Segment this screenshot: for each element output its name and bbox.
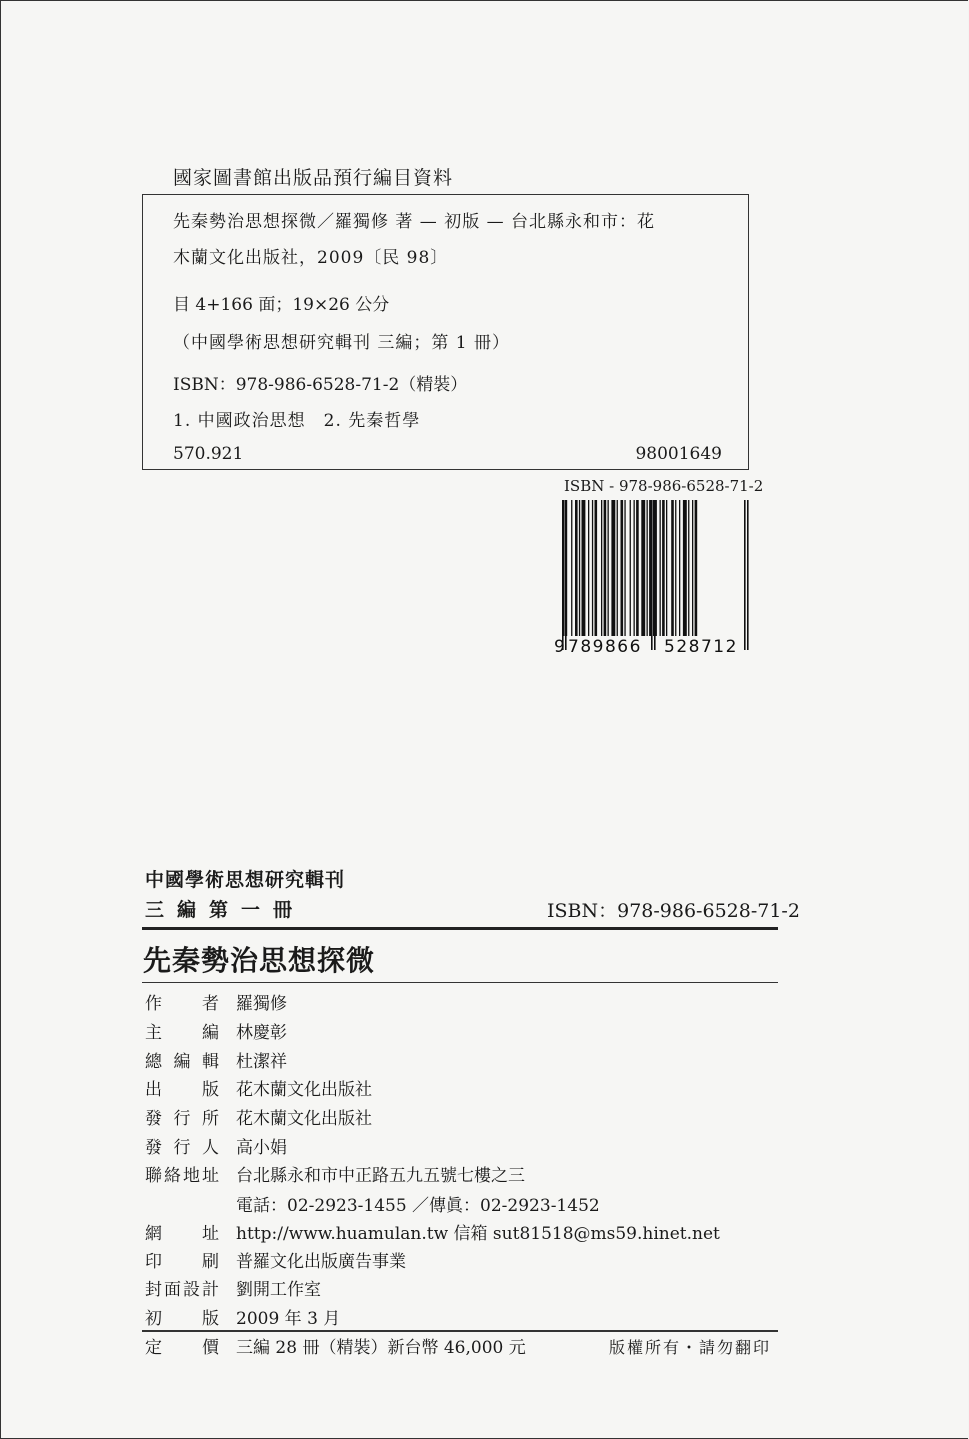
colophon-value: 花木蘭文化出版社 (236, 1109, 372, 1129)
colophon-key: 發 行 所 (145, 1109, 219, 1129)
colophon-key: 封 面 設 計 (145, 1280, 219, 1300)
cip-extent-line: 目 4+166 面；19×26 公分 (173, 295, 390, 315)
cip-classification: 570.921 (173, 444, 244, 464)
colophon-key: 聯 絡 地 址 (145, 1166, 219, 1186)
divider-thin (142, 982, 778, 983)
colophon-value: 台北縣永和市中正路五九五號七樓之三 (236, 1166, 525, 1186)
colophon-value: 劉開工作室 (236, 1280, 321, 1300)
series-title: 中國學術思想研究輯刊 (145, 869, 346, 891)
cip-publisher-line: 木蘭文化出版社，2009〔民 98〕 (173, 248, 449, 268)
colophon-key: 初 版 (145, 1309, 219, 1329)
rights-notice: 版權所有・請勿翻印 (609, 1338, 772, 1357)
colophon-key: 出 版 (145, 1080, 219, 1100)
colophon-key: 印 刷 (145, 1252, 219, 1272)
isbn-barcode (554, 498, 754, 658)
cip-catalog-number: 98001649 (635, 444, 722, 464)
colophon-value: 普羅文化出版廣告事業 (236, 1252, 406, 1272)
barcode-digits-left: 789866 (568, 637, 642, 657)
cip-series-line: （中國學術思想研究輯刊 三編；第 1 冊） (173, 333, 511, 353)
colophon-key: 發 行 人 (145, 1138, 219, 1158)
cip-title-line: 先秦勢治思想探微／羅獨修 著 — 初版 — 台北縣永和市：花 (173, 212, 656, 232)
colophon-value: 2009 年 3 月 (236, 1309, 341, 1329)
barcode-digit-first: 9 (554, 637, 565, 657)
divider-bottom (142, 1330, 778, 1332)
colophon-key: 定 價 (145, 1338, 219, 1358)
colophon-value: 林慶彰 (236, 1023, 287, 1043)
colophon-value: 杜潔祥 (236, 1052, 287, 1072)
book-title: 先秦勢治思想探微 (143, 944, 376, 977)
colophon-key: 作 者 (145, 994, 219, 1014)
colophon-key: 總 編 輯 (145, 1052, 219, 1072)
barcode-digits-right: 528712 (664, 637, 738, 657)
cip-subjects-line: 1. 中國政治思想 2. 先秦哲學 (173, 411, 421, 431)
series-volume: 三編第一冊 (145, 899, 306, 921)
colophon-value: 花木蘭文化出版社 (236, 1080, 372, 1100)
cip-record-box (142, 194, 749, 470)
cip-heading: 國家圖書館出版品預行編目資料 (173, 167, 454, 189)
colophon-key: 主 編 (145, 1023, 219, 1043)
colophon-value: 羅獨修 (236, 994, 287, 1014)
colophon-value: 高小娟 (236, 1138, 287, 1158)
colophon-value: 電話：02-2923-1455 ／傳眞：02-2923-1452 (236, 1196, 600, 1216)
barcode-isbn-label: ISBN - 978-986-6528-71-2 (564, 477, 764, 495)
series-isbn: ISBN：978-986-6528-71-2 (547, 900, 800, 922)
divider-thick (142, 927, 778, 930)
colophon-value: 三編 28 冊（精裝）新台幣 46,000 元 (236, 1338, 526, 1358)
colophon-value: http://www.huamulan.tw 信箱 sut81518@ms59.hinet.net (236, 1224, 720, 1244)
colophon-key: 網 址 (145, 1224, 219, 1244)
cip-isbn-line: ISBN：978-986-6528-71-2（精裝） (173, 375, 468, 395)
